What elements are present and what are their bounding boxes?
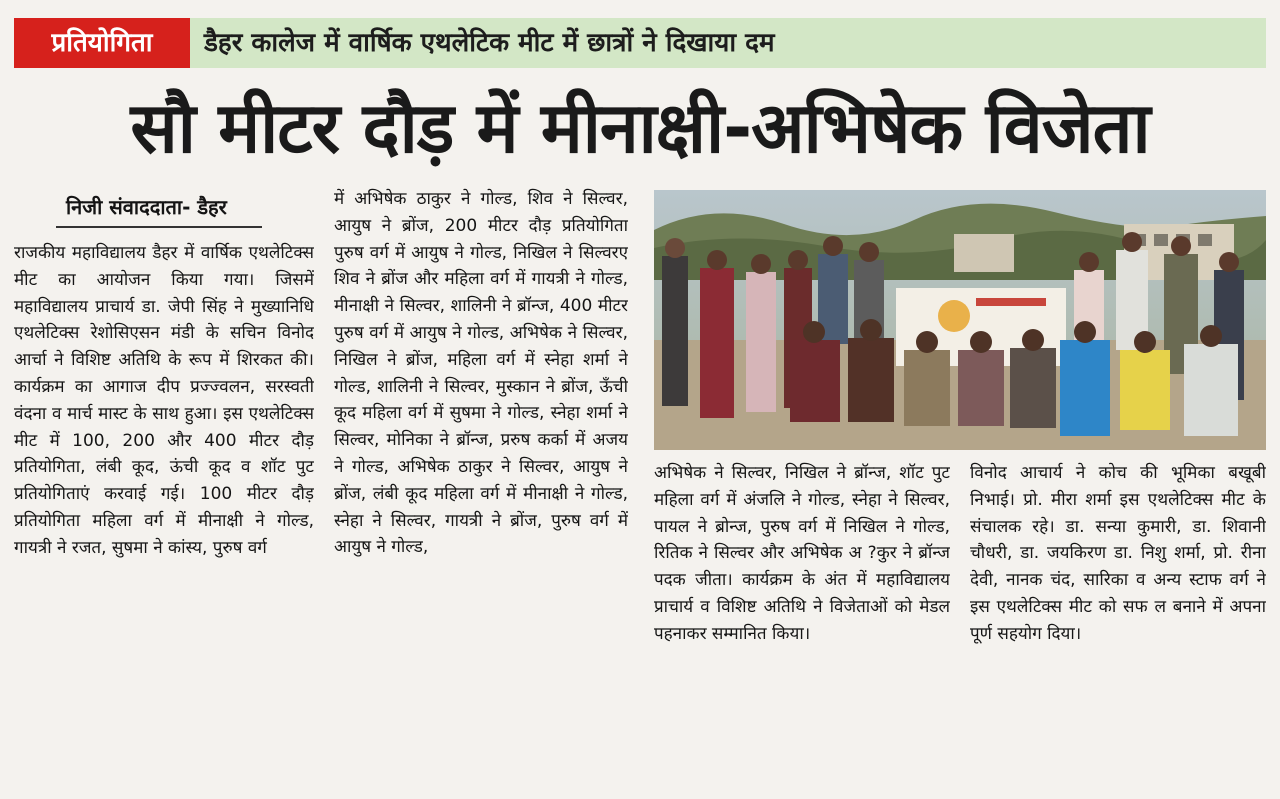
article-column-3: अभिषेक ने सिल्वर, निखिल ने ब्रॉन्ज, शॉट पुट महिला वर्ग में अंजलि ने गोल्ड, स्नेहा ने सिल्वर, पायल ने ब्रोन्ज, पुरुष वर्ग में निखिल ने गोल्ड, रितिक ने सिल्वर और अभिषेक अ ?कुर ने ब्रॉन्ज पदक जीता। कार्यक्रम के अंत में महाविद्यालय प्राचार्य व विशिष्ट अतिथि ने विजेताओं को मेडल पहनाकर सम्मानित किया। bbox=[654, 463, 950, 644]
kicker-headline: डैहर कालेज में वार्षिक एथलेटिक मीट में छात्रों ने दिखाया दम bbox=[204, 28, 775, 58]
group-photo bbox=[654, 190, 1266, 450]
main-headline: सौ मीटर दौड़ में मीनाक्षी-अभिषेक विजेता bbox=[130, 87, 1150, 169]
group-photo-illustration bbox=[654, 190, 1266, 450]
article-column-4: विनोद आचार्य ने कोच की भूमिका बखूबी निभाई। प्रो. मीरा शर्मा इस एथलेटिक्स मीट के संचालक रहे। डा. सन्या कुमारी, डा. शिवानी चौधरी, डा. जयकिरण डा. निशु शर्मा, प्रो. रीना देवी, नानक चंद, सारिका व अन्य स्टाफ वर्ग ने इस एथलेटिक्स मीट को सफ ल बनाने में अपना पूर्ण सहयोग दिया। bbox=[970, 463, 1266, 644]
section-tag: प्रतियोगिता bbox=[14, 18, 190, 68]
article-column-2: में अभिषेक ठाकुर ने गोल्ड, शिव ने सिल्वर, आयुष ने ब्रोंज, 200 मीटर दौड़ प्रतियोगिता पुरुष वर्ग में आयुष ने गोल्ड, निखिल ने सिल्वरए शिव ने ब्रोंज और महिला वर्ग में गायत्री ने गोल्ड, मीनाक्षी ने सिल्वर, शालिनी ने ब्रॉन्ज, 400 मीटर पुरुष वर्ग में आयुष ने गोल्ड, अभिषेक ने सिल्वर, निखिल ने ब्रोंज, महिला वर्ग में स्नेहा शर्मा ने गोल्ड, शालिनी ने सिल्वर, मुस्कान ने ब्रोंज, ऊँची कूद महिला वर्ग में सुषमा ने गोल्ड, स्नेहा शर्मा ने सिल्वर, मोनिका ने ब्रॉन्ज, प्ररुष कर्का में अजय ने गोल्ड, अभिषेक ठाकुर ने सिल्वर, आयुष ने ब्रोंज, लंबी कूद महिला वर्ग में मीनाक्षी ने गोल्ड, स्नेहा ने सिल्वर, गायत्री ने ब्रोंज, पुरुष वर्ग में आयुष ने गोल्ड, bbox=[334, 189, 628, 558]
byline-rule bbox=[56, 226, 262, 228]
article-column-1: राजकीय महाविद्यालय डैहर में वार्षिक एथलेटिक्स मीट का आयोजन किया गया। जिसमें महाविद्यालय प्राचार्य डा. जेपी सिंह ने मुख्यानिधि एथलेटिक्स रेशोसिएसन मंडी के सचिन विनोद आर्चा ने विशिष्ट अतिथि के रूप में शिरकत की। कार्यक्रम का आगाज दीप प्रज्ज्वलन, सरस्वती वंदना व मार्च मास्ट के साथ हुआ। इस एथलेटिक्स मीट में 100, 200 और 400 मीटर दौड़ प्रतियोगिता, लंबी कूद, ऊंची कूद व शॉट पुट प्रतियोगिताएं करवाई गई। 100 मीटर दौड़ प्रतियोगिता महिला वर्ग में मीनाक्षी ने गोल्ड, गायत्री ने रजत, सुषमा ने कांस्य, पुरुष वर्ग bbox=[14, 243, 314, 558]
byline: निजी संवाददाता- डैहर bbox=[66, 195, 227, 219]
